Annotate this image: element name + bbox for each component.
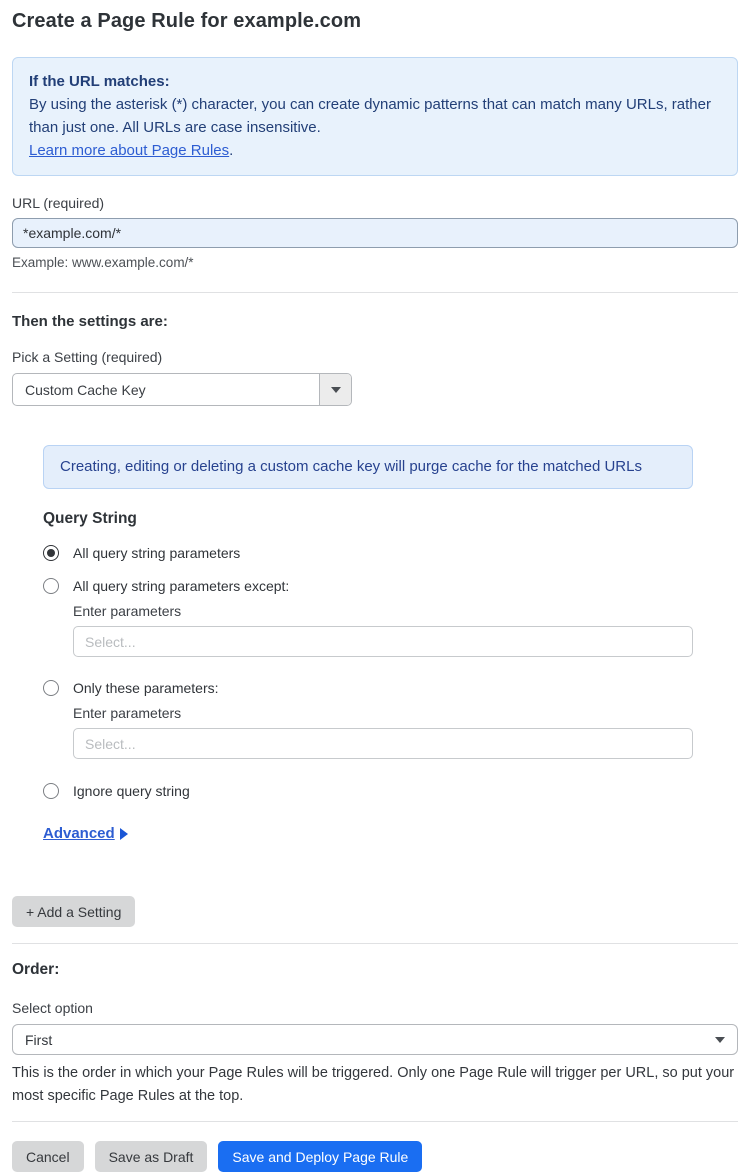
- radio-option-all-except[interactable]: [43, 578, 738, 594]
- order-select-label: Select option: [12, 1000, 93, 1016]
- info-box-heading: If the URL matches:: [29, 73, 170, 90]
- url-match-info-box: [12, 57, 738, 176]
- order-heading: Order:: [12, 961, 60, 978]
- form-actions: [12, 1141, 738, 1172]
- link-suffix: .: [229, 142, 234, 159]
- divider: [12, 292, 738, 293]
- setting-picker-value: Custom Cache Key: [25, 381, 146, 398]
- advanced-toggle[interactable]: [43, 825, 128, 842]
- divider: [12, 1121, 738, 1122]
- advanced-link[interactable]: Advanced: [43, 825, 115, 842]
- radio-label: Ignore query string: [73, 783, 190, 799]
- url-field-label: URL (required): [12, 195, 105, 211]
- settings-heading: Then the settings are:: [12, 313, 168, 330]
- chevron-down-icon: [331, 387, 341, 393]
- url-example-helper: Example: www.example.com/*: [12, 255, 194, 270]
- cancel-button[interactable]: Cancel: [12, 1141, 84, 1172]
- radio-label: All query string parameters except:: [73, 578, 290, 594]
- page-rule-form: [0, 10, 750, 1172]
- chevron-right-icon: [120, 828, 128, 840]
- learn-more-link[interactable]: Learn more about Page Rules: [29, 142, 230, 159]
- radio-option-ignore-query-string[interactable]: [43, 783, 738, 799]
- chevron-down-icon: [715, 1037, 725, 1043]
- cache-key-setting-body: [43, 445, 738, 842]
- radio-button-icon[interactable]: [43, 680, 59, 696]
- url-input[interactable]: [12, 218, 738, 248]
- radio-label: Only these parameters:: [73, 680, 219, 696]
- query-string-heading: Query String: [43, 510, 137, 527]
- radio-button-icon[interactable]: [43, 578, 59, 594]
- order-select-value: First: [25, 1031, 53, 1048]
- enter-parameters-label: Enter parameters: [73, 603, 182, 619]
- page-title: Create a Page Rule for example.com: [12, 10, 362, 32]
- info-box-link-line: [29, 139, 721, 162]
- only-params-subfield: [73, 705, 738, 759]
- pick-setting-label: Pick a Setting (required): [12, 349, 163, 365]
- except-params-subfield: [73, 603, 738, 657]
- except-parameters-input[interactable]: [73, 626, 693, 657]
- radio-option-all-params[interactable]: [43, 545, 738, 561]
- setting-picker-dropdown[interactable]: [12, 373, 352, 406]
- order-select-dropdown[interactable]: [12, 1024, 738, 1055]
- setting-picker-arrow-box[interactable]: [319, 374, 351, 405]
- radio-button-icon[interactable]: [43, 545, 59, 561]
- save-and-deploy-button[interactable]: Save and Deploy Page Rule: [218, 1141, 422, 1172]
- enter-parameters-label: Enter parameters: [73, 705, 182, 721]
- order-helper-text: This is the order in which your Page Rules will be triggered. Only one Page Rule will trigger per URL, so put your most specific Page Rules at the top.: [12, 1065, 735, 1104]
- radio-button-icon[interactable]: [43, 783, 59, 799]
- divider: [12, 943, 738, 944]
- info-box-body: By using the asterisk (*) character, you can create dynamic patterns that can match many URLs, rather than just one. All URLs are case insensitive.: [29, 96, 711, 136]
- save-as-draft-button[interactable]: Save as Draft: [95, 1141, 208, 1172]
- only-parameters-input[interactable]: [73, 728, 693, 759]
- add-setting-button[interactable]: + Add a Setting: [12, 896, 135, 927]
- purge-cache-notice: Creating, editing or deleting a custom cache key will purge cache for the matched URLs: [43, 445, 693, 489]
- radio-label: All query string parameters: [73, 545, 241, 561]
- radio-option-only-these[interactable]: [43, 680, 738, 696]
